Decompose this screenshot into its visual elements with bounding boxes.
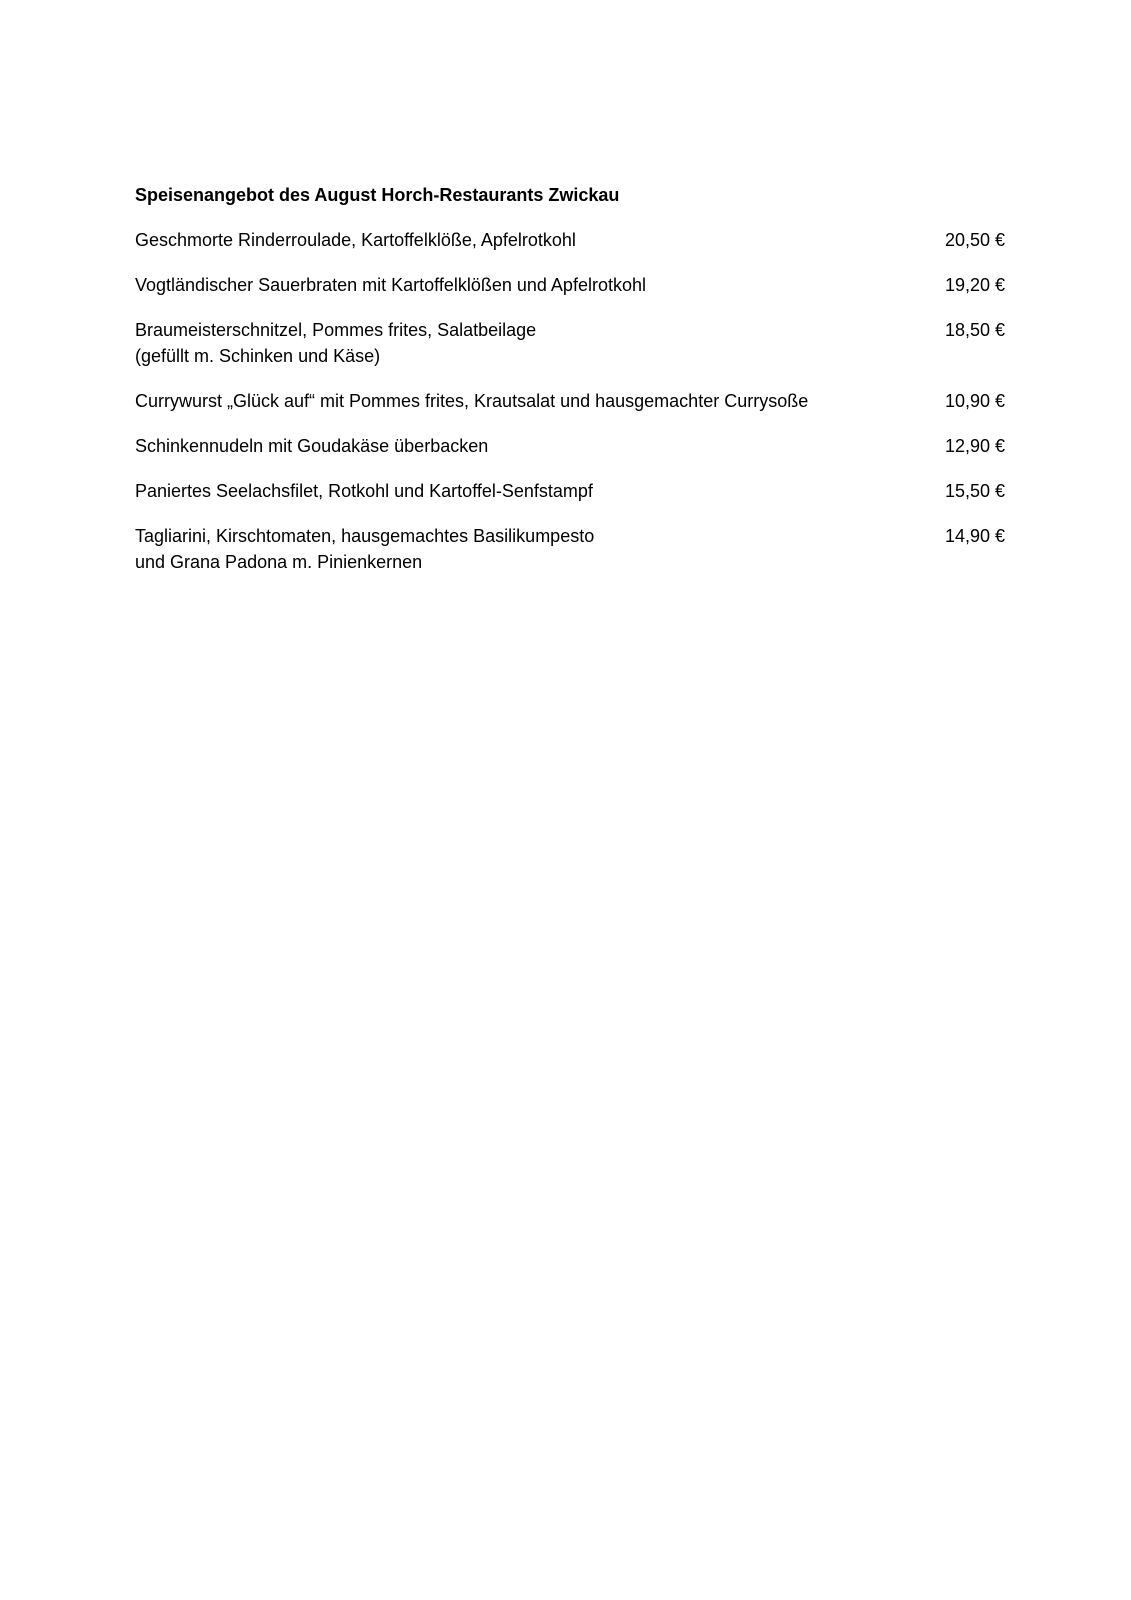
menu-item-text: Tagliarini, Kirschtomaten, hausgemachtes Basilikumpesto (135, 526, 595, 546)
menu-item-price: 14,90 € (944, 526, 1005, 546)
menu-item-text: Paniertes Seelachsfilet, Rotkohl und Kartoffel-Senfstampf (135, 481, 593, 501)
menu-item-price: 19,20 € (944, 275, 1005, 295)
menu-content (135, 183, 1005, 594)
menu-item (135, 433, 1005, 459)
menu-item (135, 227, 1005, 253)
menu-item-price: 20,50 € (944, 230, 1005, 250)
menu-item-description (135, 388, 895, 414)
menu-item (135, 478, 1005, 504)
menu-item-price: 15,50 € (944, 481, 1005, 501)
menu-list (135, 227, 1005, 575)
menu-item-description (135, 317, 895, 369)
menu-item-price: 12,90 € (944, 436, 1005, 456)
menu-item-description (135, 523, 895, 575)
menu-item-text: Currywurst „Glück auf“ mit Pommes frites, Krautsalat und hausgemachter Currysoße (135, 391, 809, 411)
menu-item-price: 10,90 € (944, 391, 1005, 411)
menu-item-text: Braumeisterschnitzel, Pommes frites, Salatbeilage (135, 320, 537, 340)
menu-item-note: (gefüllt m. Schinken und Käse) (135, 346, 381, 366)
menu-item-description (135, 478, 895, 504)
menu-item (135, 388, 1005, 414)
menu-item-price: 18,50 € (944, 320, 1005, 340)
menu-item-text: Vogtländischer Sauerbraten mit Kartoffelklößen und Apfelrotkohl (135, 275, 646, 295)
menu-item (135, 272, 1005, 298)
menu-item (135, 523, 1005, 575)
page-title: Speisenangebot des August Horch-Restaurants Zwickau (135, 185, 620, 205)
menu-item-text: Schinkennudeln mit Goudakäse überbacken (135, 436, 489, 456)
menu-item-description (135, 272, 895, 298)
menu-item-text: Geschmorte Rinderroulade, Kartoffelklöße, Apfelrotkohl (135, 230, 576, 250)
menu-item-description (135, 433, 895, 459)
menu-item-description (135, 227, 895, 253)
menu-item-note: und Grana Padona m. Pinienkernen (135, 552, 423, 572)
menu-item (135, 317, 1005, 369)
